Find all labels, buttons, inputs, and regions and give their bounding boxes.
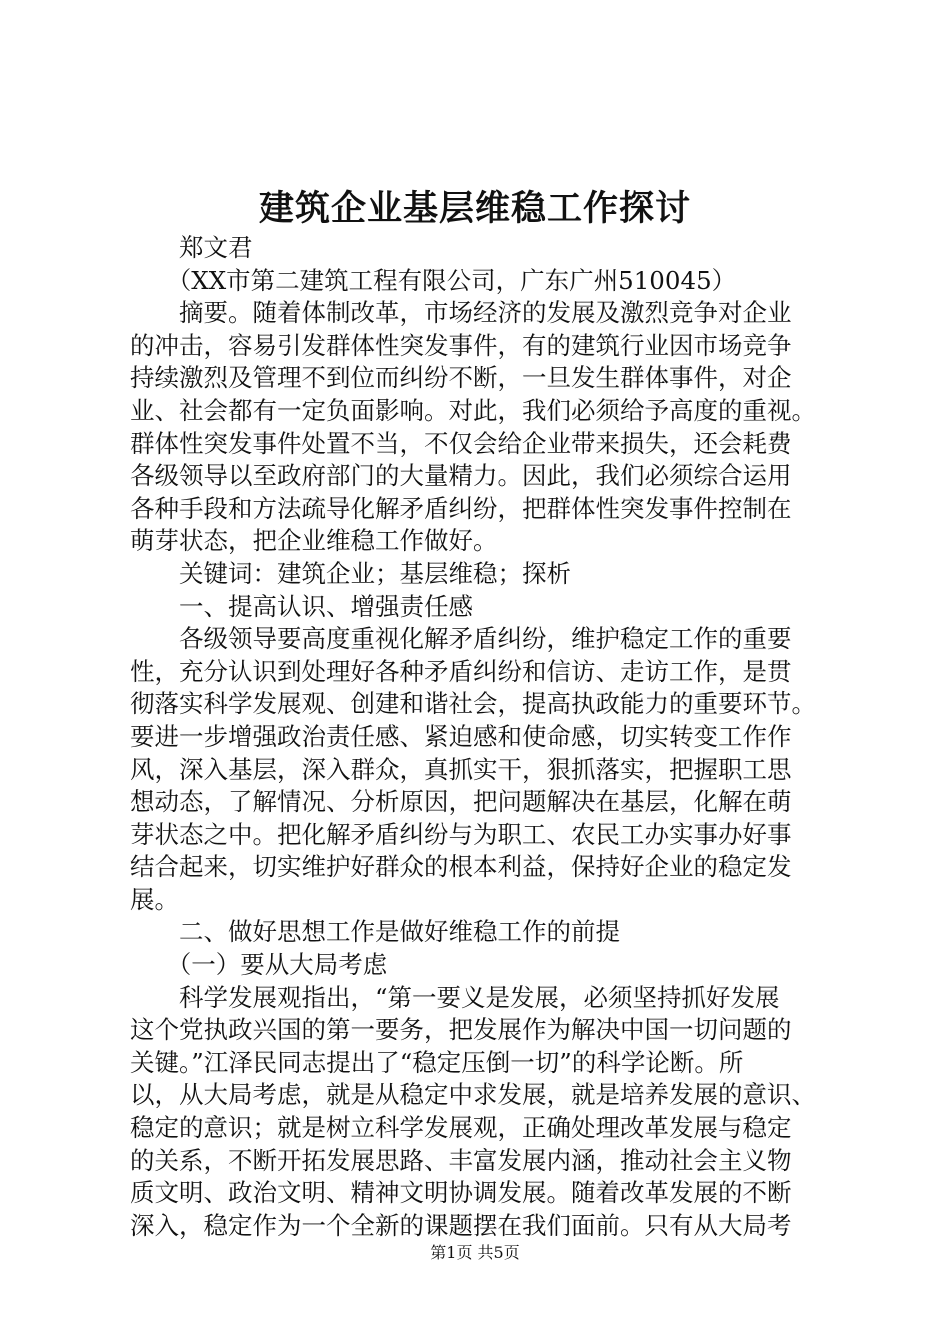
author-line: 郑文君: [130, 233, 253, 262]
body-line: 芽状态之中。把化解矛盾纠纷与为职工、农民工办实事办好事: [130, 819, 792, 849]
body-line: 科学发展观指出，“第一要义是发展，必须坚持抓好发展: [130, 982, 780, 1012]
abstract-line: 业、社会都有一定负面影响。对此，我们必须给予高度的重视。: [130, 395, 816, 425]
body-line: 想动态，了解情况、分析原因，把问题解决在基层，化解在萌: [130, 787, 792, 817]
document-body: [130, 232, 860, 1242]
body-line: 这个党执政兴国的第一要务，把发展作为解决中国一切问题的: [130, 1015, 792, 1045]
affiliation-line: （XX市第二建筑工程有限公司，广东广州510045）: [130, 265, 737, 295]
document-title: 建筑企业基层维稳工作探讨: [258, 188, 691, 229]
abstract-line: 萌芽状态，把企业维稳工作做好。: [130, 526, 498, 556]
body-line: 彻落实科学发展观、创建和谐社会，提高执政能力的重要环节。: [130, 689, 816, 719]
abstract-line: 的冲击，容易引发群体性突发事件，有的建筑行业因市场竞争: [130, 330, 792, 360]
body-line: 风，深入基层，深入群众，真抓实干，狠抓落实，把握职工思: [130, 754, 792, 784]
subsection-heading: （一）要从大局考虑: [130, 950, 388, 980]
body-line: 要进一步增强政治责任感、紧迫感和使命感，切实转变工作作: [130, 721, 792, 751]
body-line: 结合起来，切实维护好群众的根本利益，保持好企业的稳定发: [130, 852, 792, 882]
abstract-line: 摘要。随着体制改革，市场经济的发展及激烈竞争对企业: [130, 298, 792, 328]
keywords-line: 关键词：建筑企业；基层维稳；探析: [130, 558, 571, 588]
abstract-line: 各种手段和方法疏导化解矛盾纠纷，把群体性突发事件控制在: [130, 493, 792, 523]
abstract-line: 各级领导以至政府部门的大量精力。因此，我们必须综合运用: [130, 461, 792, 491]
body-line: 性，充分认识到处理好各种矛盾纠纷和信访、走访工作，是贯: [130, 656, 792, 686]
abstract-line: 群体性突发事件处置不当，不仅会给企业带来损失，还会耗费: [130, 428, 792, 458]
body-line: 质文明、政治文明、精神文明协调发展。随着改革发展的不断: [130, 1178, 792, 1208]
body-line: 的关系，不断开拓发展思路、丰富发展内涵，推动社会主义物: [130, 1145, 792, 1175]
body-line: 各级领导要高度重视化解矛盾纠纷，维护稳定工作的重要: [130, 624, 792, 654]
body-line: 以，从大局考虑，就是从稳定中求发展，就是培养发展的意识、: [130, 1080, 816, 1110]
section-heading: 二、做好思想工作是做好维稳工作的前提: [130, 917, 620, 947]
body-line: 稳定的意识；就是树立科学发展观，正确处理改革发展与稳定: [130, 1113, 792, 1143]
section-heading: 一、提高认识、增强责任感: [130, 591, 473, 621]
page-footer: 第1页 共5页: [430, 1243, 520, 1262]
body-line: 关键。”江泽民同志提出了“稳定压倒一切”的科学论断。所: [130, 1047, 744, 1077]
body-line: 深入，稳定作为一个全新的课题摆在我们面前。只有从大局考: [130, 1210, 792, 1240]
body-line: 展。: [130, 884, 179, 914]
abstract-line: 持续激烈及管理不到位而纠纷不断，一旦发生群体事件，对企: [130, 363, 792, 393]
